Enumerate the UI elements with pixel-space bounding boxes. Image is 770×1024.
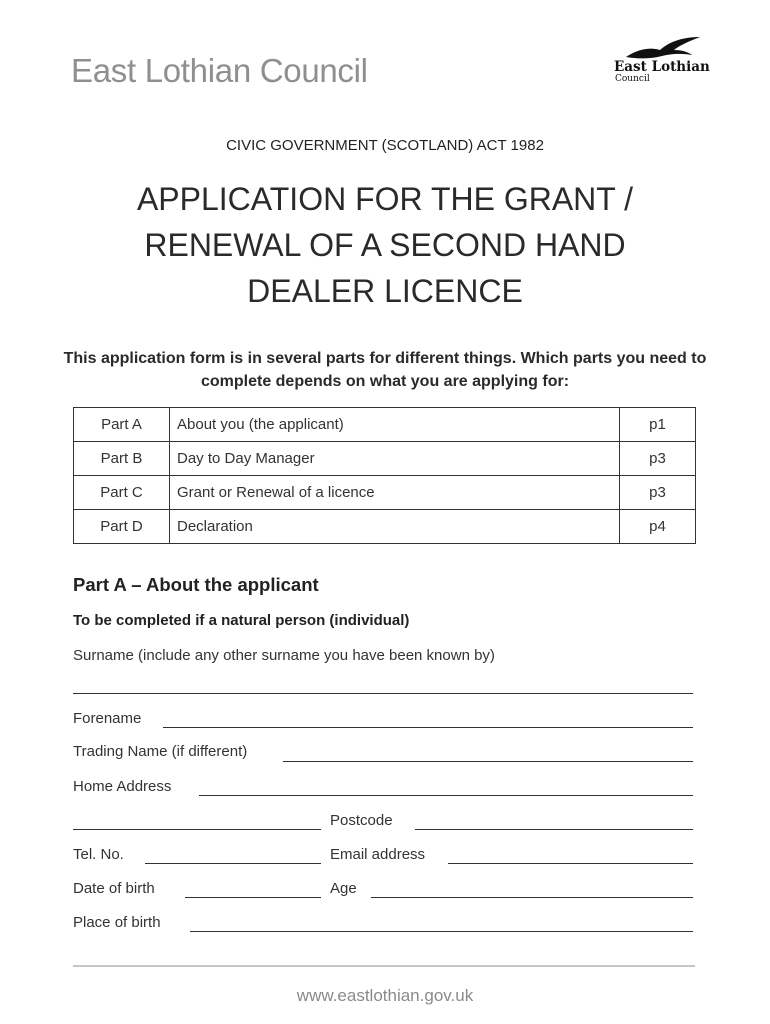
page-cell: p4 [620, 510, 696, 544]
page-cell: p1 [620, 408, 696, 442]
footer-divider [73, 965, 695, 967]
title-line-3: DEALER LICENCE [247, 273, 523, 309]
part-cell: Part A [74, 408, 170, 442]
age-label: Age [330, 880, 357, 897]
logo-title: East Lothian [614, 59, 710, 75]
description-cell: Declaration [170, 510, 620, 544]
page-cell: p3 [620, 476, 696, 510]
dob-label: Date of birth [73, 880, 155, 897]
part-a-title: Part A – About the applicant [73, 574, 319, 595]
postcode-label: Postcode [330, 812, 393, 829]
postcode-field[interactable] [415, 829, 693, 830]
table-row [74, 476, 696, 510]
title-line-2: RENEWAL OF A SECOND HAND [144, 227, 626, 263]
title-line-1: APPLICATION FOR THE GRANT / [136, 181, 634, 217]
email-label: Email address [330, 846, 426, 863]
footer-url[interactable]: www.eastlothian.gov.uk [296, 986, 474, 1005]
forename-label: Forename [73, 710, 142, 727]
description-cell: Grant or Renewal of a licence [170, 476, 620, 510]
tel-label: Tel. No. [73, 846, 124, 863]
part-cell: Part B [74, 442, 170, 476]
surname-field[interactable] [73, 693, 693, 694]
table-row [74, 408, 696, 442]
part-cell: Part D [74, 510, 170, 544]
intro-text: This application form is in several parts for different things. Which parts you need to complete depends on what you are applying for: [63, 350, 707, 390]
forename-field[interactable] [163, 727, 693, 728]
logo-subtitle: Council [615, 74, 650, 84]
part-cell: Part C [74, 476, 170, 510]
table-row [74, 510, 696, 544]
parts-table [73, 407, 696, 544]
trading-name-field[interactable] [283, 761, 693, 762]
place-of-birth-label: Place of birth [73, 914, 161, 931]
table-row [74, 442, 696, 476]
tel-field[interactable] [145, 863, 321, 864]
address-line-2-field[interactable] [73, 829, 321, 830]
council-name: East Lothian Council [71, 52, 368, 89]
council-logo [614, 35, 726, 87]
part-a-subtitle: To be completed if a natural person (individual) [73, 612, 410, 629]
home-address-label: Home Address [73, 778, 172, 795]
surname-label: Surname (include any other surname you have been known by) [73, 647, 495, 664]
place-of-birth-field[interactable] [190, 931, 693, 932]
age-field[interactable] [371, 897, 693, 898]
email-field[interactable] [448, 863, 693, 864]
bird-icon [624, 35, 704, 61]
page-title [0, 176, 770, 314]
description-cell: Day to Day Manager [170, 442, 620, 476]
description-cell: About you (the applicant) [170, 408, 620, 442]
trading-name-label: Trading Name (if different) [73, 743, 248, 760]
home-address-field[interactable] [199, 795, 693, 796]
act-heading: CIVIC GOVERNMENT (SCOTLAND) ACT 1982 [226, 137, 544, 154]
dob-field[interactable] [185, 897, 321, 898]
page-cell: p3 [620, 442, 696, 476]
